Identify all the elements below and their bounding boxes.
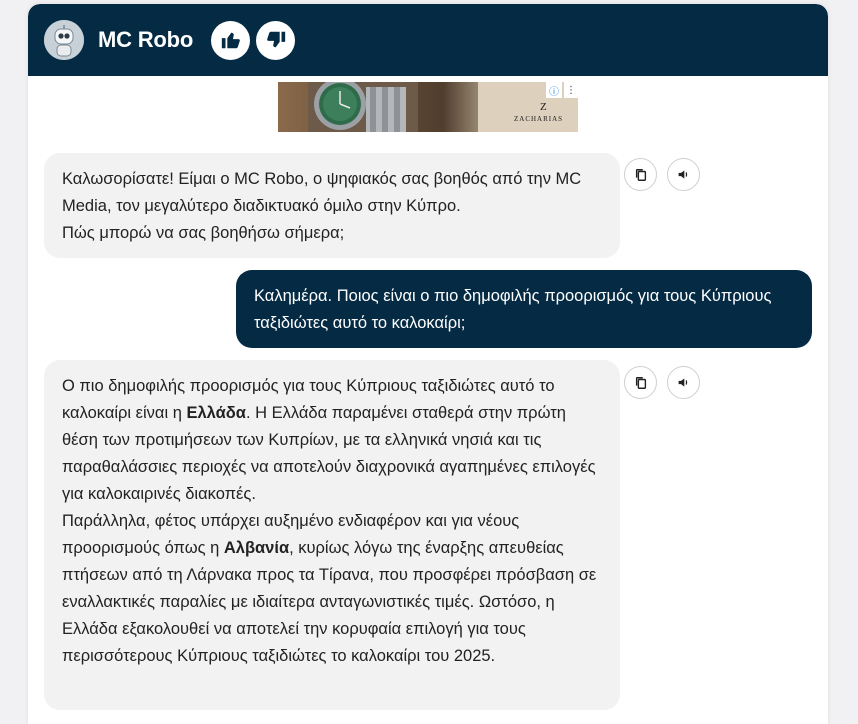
chat-window [28, 4, 828, 724]
bot-name: MC Robo [98, 27, 194, 52]
copy-button[interactable] [624, 158, 657, 191]
speak-button[interactable] [667, 158, 700, 191]
message-text: Καλωσορίσατε! Είμαι ο MC Robo, ο ψηφιακός σας βοηθός από την MC Media, τον μεγαλύτερο διαδικτυακό όμιλο στην Κύπρο. [62, 170, 582, 215]
bold-text: Ελλάδα [186, 404, 246, 422]
message-text: Πώς μπορώ να σας βοηθήσω σήμερα; [62, 224, 345, 242]
svg-text:Z: Z [540, 101, 547, 113]
advertisement-banner[interactable] [278, 82, 578, 132]
bot-message-answer [44, 360, 620, 710]
message-paragraph [62, 508, 602, 670]
message-text: , κυρίως λόγω της έναρξης απευθείας πτήσεων από τη Λάρνακα προς τα Τίρανα, που προσφέρει πρόσβαση σε εναλλακτικές παραλίες με ιδιαίτερα ανταγωνιστικές τιμές. Ωστόσο, η Ελλάδα εξακολουθεί να αποτελεί την κορυφαία επιλογή για τους περισσότερους Κύπριους ταξιδιώτες το καλοκαίρι του 2025. [62, 539, 597, 665]
thumbs-up-icon [220, 29, 242, 51]
speaker-icon [677, 168, 690, 181]
more-vertical-icon[interactable]: ⋮ [564, 82, 578, 98]
message-text: . Η Ελλάδα παραμένει σταθερά στην πρώτη θέση των προτιμήσεων των Κυπρίων, με τα ελληνικά νησιά και τις παραθαλάσσιες περιοχές να αποτελούν διαχρονικά αγαπημένες επιλογές για καλοκαιρινές διακοπές. [62, 404, 596, 503]
robot-avatar-icon [44, 20, 84, 60]
message-text: Παράλληλα, φέτος υπάρχει αυξημένο ενδιαφέρον και για νέους προορισμούς όπως η [62, 512, 520, 557]
thumbs-down-icon [265, 29, 287, 51]
bold-text: Αλβανία [223, 539, 290, 557]
speak-button[interactable] [667, 366, 700, 399]
info-icon[interactable]: ⓘ [546, 82, 562, 98]
ad-brand-text: ZACHARIAS [514, 115, 564, 123]
watch-ad-image [278, 82, 578, 132]
bot-message-welcome [44, 153, 620, 258]
speaker-icon [677, 376, 690, 389]
user-message [236, 270, 812, 348]
message-text: Καλημέρα. Ποιος είναι ο πιο δημοφιλής προορισμός για τους Κύπριους ταξιδιώτες αυτό το καλοκαίρι; [254, 287, 772, 332]
copy-icon [634, 168, 648, 182]
message-text: Ο πιο δημοφιλής προορισμός για τους Κύπριους ταξιδιώτες αυτό το καλοκαίρι είναι η [62, 377, 555, 422]
chat-header [28, 4, 828, 76]
thumbs-down-button[interactable] [256, 21, 295, 60]
copy-icon [634, 376, 648, 390]
thumbs-up-button[interactable] [211, 21, 250, 60]
copy-button[interactable] [624, 366, 657, 399]
message-paragraph [62, 373, 602, 508]
